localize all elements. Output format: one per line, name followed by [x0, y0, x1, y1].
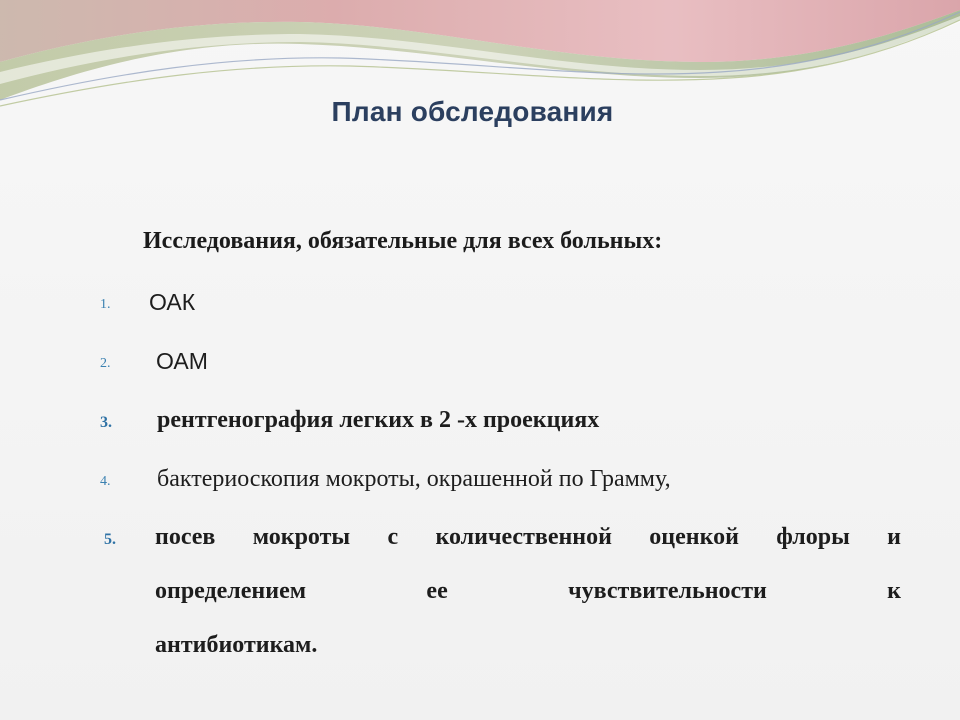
slide-title: План обследования [331, 96, 614, 127]
list-text: ОАМ [156, 348, 208, 374]
paragraph-line: посев мокроты с количественной оценкой флоры и [155, 524, 901, 550]
list-number: 3. [100, 414, 112, 431]
list-number: 2. [100, 356, 111, 371]
list-paragraph [155, 510, 901, 672]
list-number: 5. [104, 531, 116, 548]
paragraph-line: определением ее чувствительности к [155, 578, 901, 604]
list-text: бактериоскопия мокроты, окрашенной по Грамму, [157, 466, 671, 492]
list-text: ОАК [149, 289, 196, 315]
paragraph-line: антибиотикам. [155, 632, 318, 658]
section-subtitle: Исследования, обязательные для всех больных: [143, 228, 663, 254]
list-number: 1. [100, 297, 111, 312]
list-text: рентгенография легких в 2 -х проекциях [157, 407, 600, 433]
list-number: 4. [100, 474, 111, 489]
